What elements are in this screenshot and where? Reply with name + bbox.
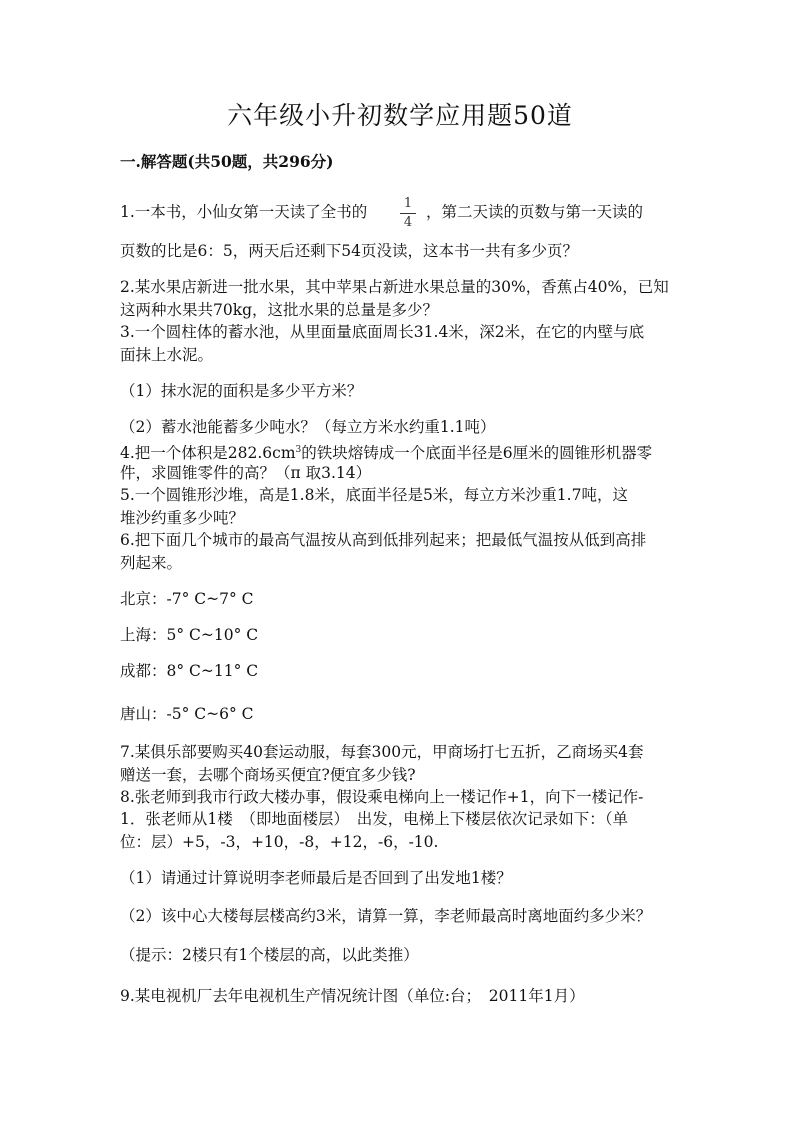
- question-2-line-1: 2.某水果店新进一批水果，其中苹果占新进水果总量的30%，香蕉占40%，已知: [120, 278, 669, 296]
- question-8-line-3: 位：层）+5，-3，+10，-8，+12，-6，-10.: [120, 833, 439, 851]
- question-3-line-2: 面抹上水泥。: [120, 346, 214, 364]
- question-1-line-1: [120, 201, 367, 223]
- question-1-part-2: ，第二天读的页数与第一天读的: [426, 203, 644, 221]
- question-6-line-2: 列起来。: [120, 554, 183, 572]
- question-5-line-1: 5.一个圆锥形沙堆，高是1.8米，底面半径是5米，每立方米沙重1.7吨，这: [120, 486, 628, 504]
- question-2-line-2: 这两种水果共70kg，这批水果的总量是多少？: [120, 301, 439, 319]
- fraction-bar: [400, 213, 416, 214]
- question-4-line-2: 件，求圆锥零件的高？（π 取3.14）: [120, 464, 372, 482]
- fraction-denominator: 4: [403, 215, 413, 230]
- question-5-line-2: 堆沙约重多少吨？: [120, 509, 245, 527]
- question-8-line-1: 8.张老师到我市行政大楼办事，假设乘电梯向上一楼记作+1，向下一楼记作-: [120, 788, 644, 806]
- city-temp-shanghai: 上海：5° C~10° C: [120, 626, 259, 644]
- city-temp-chengdu: 成都：8° C~11° C: [120, 662, 259, 680]
- question-1-line-2: 页数的比是6：5，两天后还剩下54页没读，这本书一共有多少页？: [120, 242, 578, 260]
- question-8-sub-2: （2）该中心大楼每层楼高约3米，请算一算，李老师最高时离地面约多少米？: [120, 907, 652, 925]
- city-temp-beijing: 北京：-7° C~7° C: [120, 590, 254, 608]
- fraction-numerator: 1: [403, 196, 413, 211]
- question-8-hint: （提示：2楼只有1个楼层的高，以此类推）: [120, 946, 419, 964]
- city-temp-tangshan: 唐山：-5° C~6° C: [120, 705, 254, 723]
- question-8-line-2: 1．张老师从1楼 （即地面楼层） 出发，电梯上下楼层依次记录如下：（单: [120, 810, 628, 828]
- question-1-part-1: 1.一本书，小仙女第一天读了全书的: [120, 203, 368, 221]
- question-6-line-1: 6.把下面几个城市的最高气温按从高到低排列起来；把最低气温按从低到高排: [120, 531, 647, 549]
- question-7-line-1: 7.某俱乐部要购买40套运动服，每套300元，甲商场打七五折，乙商场买4套: [120, 743, 644, 761]
- question-3-line-1: 3.一个圆柱体的蓄水池，从里面量底面周长31.4米，深2米，在它的内壁与底: [120, 323, 645, 341]
- question-4-superscript: 3: [295, 445, 302, 455]
- question-3-sub-1: （1）抹水泥的面积是多少平方米？: [120, 382, 363, 400]
- question-4-text-b: 的铁块熔铸成一个底面半径是6厘米的圆锥形机器零: [301, 444, 653, 463]
- question-1-fraction: [398, 196, 418, 231]
- question-4-line-1: [120, 439, 652, 464]
- question-9-line-1: 9.某电视机厂去年电视机生产情况统计图（单位:台； 2011年1月）: [120, 987, 585, 1005]
- page-title: 六年级小升初数学应用题50道: [227, 101, 573, 130]
- question-7-line-2: 赠送一套，去哪个商场买便宜?便宜多少钱?: [120, 766, 416, 784]
- question-8-sub-1: （1）请通过计算说明李老师最后是否回到了出发地1楼？: [120, 869, 512, 887]
- question-3-sub-2: （2）蓄水池能蓄多少吨水？（每立方米水约重1.1吨）: [120, 418, 496, 436]
- section-heading: 一.解答题(共50题，共296分): [120, 152, 334, 171]
- question-4-text-a: 4.把一个体积是282.6cm: [120, 444, 296, 463]
